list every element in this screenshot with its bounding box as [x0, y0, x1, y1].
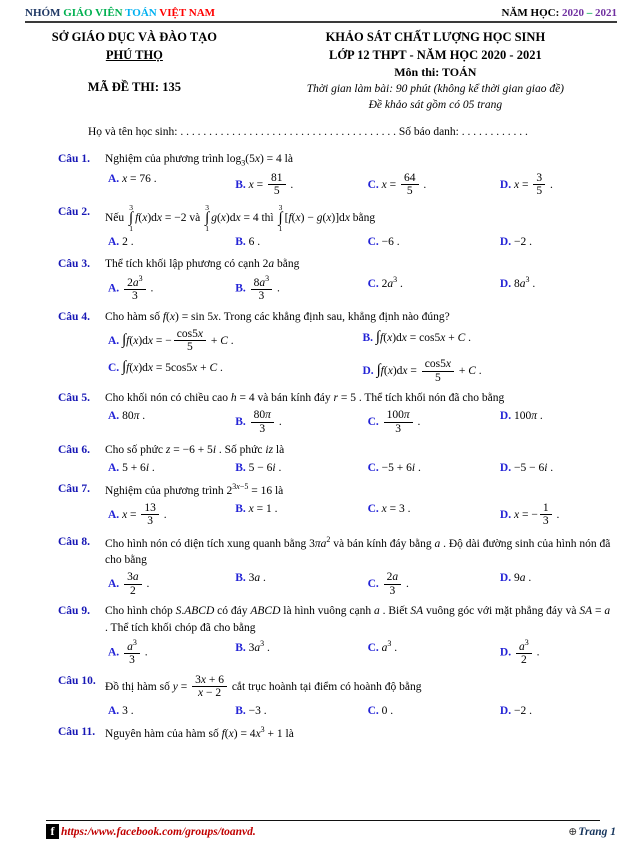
question-options	[105, 234, 614, 250]
option-c: C. $\frac{2a}{3}$ .	[367, 571, 409, 597]
title-segment: 2021	[595, 7, 617, 19]
option-letter: D.	[499, 236, 512, 249]
option-letter: D.	[499, 705, 512, 717]
option-b: B. $\frac{8a^3}{3}$ .	[235, 273, 280, 303]
question-4	[58, 309, 614, 386]
question-2	[58, 204, 614, 251]
question-8	[58, 534, 614, 598]
page-footer	[0, 820, 642, 839]
question-11	[58, 724, 614, 742]
question-options	[105, 171, 614, 199]
option-letter: C.	[367, 705, 379, 717]
facebook-group-link[interactable]: https:/www.facebook.com/groups/toanvd.	[61, 825, 256, 838]
option-letter: B.	[235, 461, 246, 474]
questions	[58, 151, 614, 742]
option-a: A. 80π .	[108, 410, 146, 423]
option-letter: A.	[108, 508, 120, 521]
option-d: D. x = $\frac{3}{5}$ .	[499, 171, 553, 198]
option-letter: D.	[499, 646, 512, 659]
option-letter: D.	[362, 364, 374, 377]
option-a: A. $\frac{3a}{2}$ .	[108, 571, 150, 597]
option-c: C. ∫f(x)dx = 5cos5x + C .	[108, 359, 223, 376]
question-body	[105, 724, 614, 742]
option-a: A. x = $\frac{13}{3}$ .	[108, 501, 167, 528]
option-letter: A.	[108, 172, 120, 185]
option-d: D. $8a^3$ .	[499, 274, 536, 290]
question-10	[58, 673, 614, 719]
question-options	[105, 274, 614, 304]
top-banner	[25, 7, 617, 23]
option-b: B. 5 − 6i .	[235, 461, 282, 474]
option-letter: A.	[108, 705, 120, 717]
title-segment: NHÓM	[25, 7, 64, 19]
option-a: A. 2 .	[108, 236, 134, 249]
exam-code: MÃ ĐỀ THI: 135	[87, 80, 181, 94]
option-a: A. x = 76 .	[108, 172, 157, 185]
question-stem: Thể tích khối lập phương có cạnh 2a bằng	[105, 257, 300, 270]
question-number: Câu 2.	[58, 205, 90, 218]
option-c: C. −6 .	[367, 236, 400, 249]
option-b: B. $3a^3$ .	[235, 638, 270, 654]
option-letter: D.	[499, 410, 512, 423]
option-letter: B.	[235, 705, 246, 717]
question-options	[105, 570, 614, 598]
globe-icon: ⊕	[568, 826, 578, 838]
option-a: A. ∫f(x)dx = − $\frac{\cos 5x}{5}$ + C .	[108, 327, 234, 354]
option-letter: C.	[367, 461, 379, 474]
option-c: C. x = $\frac{64}{5}$ .	[367, 171, 427, 198]
question-options	[105, 638, 614, 668]
question-stem: Cho hàm số f(x) = sin 5x. Trong các khẳng định sau, khẳng định nào đúng?	[105, 310, 450, 323]
student-id-label: Số báo danh:	[398, 126, 459, 139]
exam-duration: Thời gian làm bài: 90 phút (không kể thời gian giao đề)	[306, 82, 564, 95]
option-letter: D.	[499, 178, 512, 191]
option-letter: C.	[367, 502, 379, 515]
option-letter: C.	[367, 577, 379, 590]
question-7	[58, 481, 614, 529]
exam-title-block	[249, 29, 622, 114]
option-d: D. $\frac{a^3}{2}$ .	[499, 637, 540, 667]
question-options	[105, 408, 614, 436]
option-letter: A.	[108, 577, 120, 590]
title-segment: GIÁO VIÊN	[63, 7, 126, 19]
question-body	[105, 390, 614, 436]
question-body	[105, 151, 614, 199]
exam-subject: Môn thi: TOÁN	[394, 65, 477, 79]
question-6	[58, 442, 614, 476]
option-letter: C.	[367, 641, 379, 654]
option-b: B. ∫f(x)dx = cos5x + C .	[362, 328, 471, 345]
title-segment: 2020	[562, 7, 587, 19]
page-number: Trang 1	[578, 825, 616, 838]
issuer-province: PHÚ THỌ	[105, 47, 163, 62]
question-9	[58, 603, 614, 667]
option-d: D. −2 .	[499, 236, 532, 249]
question-options	[105, 327, 614, 386]
issuer-department: SỞ GIÁO DỤC VÀ ĐÀO TẠO	[51, 30, 217, 44]
option-letter: C.	[367, 416, 379, 429]
question-body	[105, 442, 614, 476]
question-options	[105, 460, 614, 476]
option-c: C. −5 + 6i .	[367, 461, 421, 474]
question-number: Câu 4.	[58, 310, 90, 323]
option-d: D. x = − $\frac{1}{3}$ .	[499, 501, 560, 528]
question-5	[58, 390, 614, 436]
question-body	[105, 256, 614, 304]
option-letter: B.	[235, 641, 246, 654]
option-b: B. 6 .	[235, 236, 261, 249]
option-b: B. 3a .	[235, 572, 266, 585]
question-stem: Cho hình chóp S.ABCD có đáy ABCD là hình vuông cạnh a . Biết SA vuông góc với mặt phẳng đáy và SA = a . Thể tích khối chóp đã cho bằng	[105, 605, 611, 634]
title-segment: VIỆT NAM	[159, 7, 216, 19]
option-c: C. $a^3$ .	[367, 638, 398, 654]
option-letter: B.	[362, 331, 374, 344]
question-stem: Đồ thị hàm số y = $\frac{3x + 6}{x - 2}$ cắt trục hoành tại điểm có hoành độ bằng	[105, 673, 422, 700]
option-d: D. 100π .	[499, 410, 543, 423]
option-letter: A.	[108, 461, 120, 474]
footer-divider	[46, 820, 600, 821]
question-number: Câu 10.	[58, 674, 96, 687]
option-letter: B.	[235, 282, 246, 295]
exam-header	[20, 29, 622, 114]
question-number: Câu 9.	[58, 605, 90, 618]
facebook-icon: f	[46, 824, 59, 839]
school-year	[502, 7, 618, 19]
question-body	[105, 603, 614, 667]
option-b: B. −3 .	[235, 705, 267, 717]
question-number: Câu 8.	[58, 536, 90, 549]
option-d: D. −2 .	[499, 705, 532, 717]
question-stem: Nguyên hàm của hàm số $f(x) = 4x^3 + 1$ là	[105, 725, 294, 740]
exam-grade-year: LỚP 12 THPT - NĂM HỌC 2020 - 2021	[328, 47, 542, 62]
student-id-dots: . . . . . . . . . . . .	[458, 126, 528, 139]
question-body	[105, 204, 614, 251]
option-b: B. x = $\frac{81}{5}$ .	[235, 171, 294, 198]
question-stem: Cho hình nón có diện tích xung quanh bằng $3\pi a^2$ và bán kính đáy bằng a . Độ dài đường sinh của hình nón đã cho bằng	[105, 535, 611, 567]
option-letter: A.	[108, 646, 120, 659]
question-stem: Cho số phức z = −6 + 5i . Số phức iz là	[105, 443, 285, 456]
option-a: A. 3 .	[108, 705, 134, 717]
option-letter: C.	[367, 236, 379, 249]
option-letter: B.	[235, 502, 246, 515]
question-number: Câu 6.	[58, 443, 90, 456]
option-letter: D.	[499, 508, 512, 521]
option-letter: A.	[108, 282, 120, 295]
option-d: D. 9a .	[499, 572, 532, 585]
option-a: A. $\frac{a^3}{3}$ .	[108, 637, 148, 667]
question-stem: Cho khối nón có chiều cao h = 4 và bán kính đáy r = 5 . Thể tích khối nón đã cho bằng	[105, 392, 505, 405]
option-letter: C.	[108, 362, 120, 375]
question-stem: Nghiệm của phương trình $\log_3(5x) = 4$ là	[105, 153, 293, 168]
question-number: Câu 11.	[58, 726, 96, 739]
option-letter: A.	[108, 410, 120, 423]
issuer-block	[20, 29, 249, 114]
option-a: A. 5 + 6i .	[108, 461, 155, 474]
question-stem: Nếu 3 ∫ 1 f(x)dx = −2 và 3 ∫ 1 g(x)dx = 4 thì 3 ∫ 1 [f(x) − g(x)]dx bằng	[105, 202, 376, 234]
option-letter: C.	[367, 277, 379, 290]
student-name-label: Họ và tên học sinh:	[88, 126, 178, 139]
question-3	[58, 256, 614, 304]
option-letter: B.	[235, 236, 246, 249]
option-letter: C.	[367, 178, 379, 191]
option-letter: D.	[499, 572, 512, 585]
question-stem: Nghiệm của phương trình $2^{3x-5} = 16$ là	[105, 481, 284, 497]
option-b: B. x = 1 .	[235, 502, 278, 515]
question-options	[105, 501, 614, 529]
question-options	[105, 703, 614, 719]
option-c: C. x = 3 .	[367, 502, 411, 515]
question-body	[105, 481, 614, 529]
question-body	[105, 534, 614, 598]
option-d: D. ∫f(x)dx = $\frac{\cos 5x}{5}$ + C .	[362, 358, 482, 384]
question-number: Câu 1.	[58, 153, 90, 166]
question-body	[105, 309, 614, 386]
option-d: D. −5 − 6i .	[499, 461, 554, 474]
student-info-line	[88, 126, 564, 138]
option-letter: B.	[235, 572, 246, 585]
question-number: Câu 7.	[58, 482, 90, 495]
option-a: A. $\frac{2a^3}{3}$ .	[108, 273, 154, 303]
exam-pages-note: Đề khảo sát gồm có 05 trang	[368, 99, 503, 112]
title-segment: NĂM HỌC:	[501, 7, 562, 19]
student-name-dots: . . . . . . . . . . . . . . . . . . . . . . . . . . . . . . . . . . . . . .	[177, 126, 399, 139]
option-letter: A.	[108, 236, 120, 249]
option-letter: B.	[235, 416, 246, 429]
question-1	[58, 151, 614, 199]
option-letter: A.	[108, 334, 120, 347]
option-letter: D.	[499, 461, 512, 474]
option-b: B. $\frac{80\pi}{3}$ .	[235, 409, 282, 436]
question-number: Câu 3.	[58, 257, 90, 270]
option-letter: B.	[235, 178, 246, 191]
option-c: C. $\frac{100\pi}{3}$ .	[367, 409, 421, 436]
group-title	[25, 7, 215, 19]
exam-title: KHẢO SÁT CHẤT LƯỢNG HỌC SINH	[325, 30, 546, 44]
option-c: C. $2a^3$ .	[367, 274, 403, 290]
option-letter: D.	[499, 277, 512, 290]
question-body	[105, 673, 614, 719]
option-c: C. 0 .	[367, 705, 394, 717]
title-segment: –	[586, 7, 595, 19]
question-number: Câu 5.	[58, 392, 90, 405]
title-segment: TOÁN	[125, 7, 160, 19]
